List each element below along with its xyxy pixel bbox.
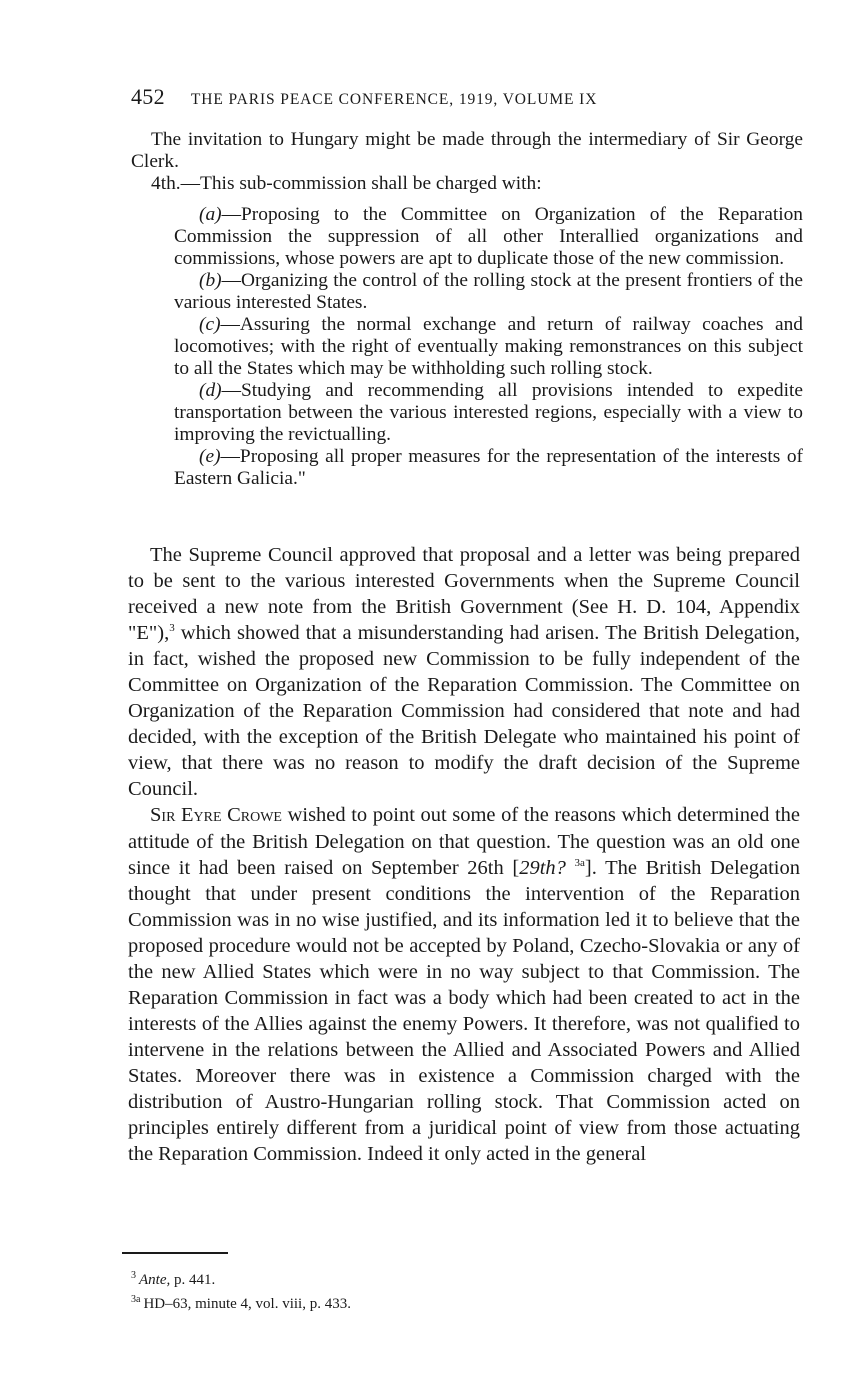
- footnote-mark: 3: [131, 1270, 136, 1281]
- clause-text: —Organizing the control of the rolling stock at the present frontiers of the various interested States.: [174, 270, 803, 313]
- quote-fourth-clause: 4th.—This sub-commission shall be charged with:: [151, 173, 542, 194]
- editorial-insertion: 29th?: [519, 856, 566, 879]
- clause-item-b: [174, 270, 803, 314]
- speaker-name: Sir Eyre Crowe: [150, 804, 282, 827]
- footnote-3: [131, 1266, 631, 1290]
- body-text: [128, 542, 800, 1167]
- clause-mark: (d): [199, 380, 222, 401]
- clause-text: —Assuring the normal exchange and return of railway coaches and locomotives; with the right of eventually making remonstrances on this subject to all the States which may be withholding such rolling stock.: [174, 314, 803, 379]
- paragraph-eyre-crowe: [128, 802, 800, 1167]
- footnote-ref: 3: [169, 622, 175, 635]
- clause-mark: (b): [199, 270, 222, 291]
- footnotes: [131, 1266, 631, 1314]
- quote-intro: The invitation to Hungary might be made through the intermediary of Sir George Clerk.: [131, 129, 803, 172]
- footnote-ref: 3a: [574, 856, 585, 869]
- running-title: THE PARIS PEACE CONFERENCE, 1919, VOLUME IX: [190, 91, 598, 108]
- footnote-italic: Ante,: [139, 1272, 171, 1288]
- quoted-resolution: [131, 129, 803, 490]
- clause-item-a: [174, 204, 803, 270]
- paragraph-text: which showed that a misunderstanding had arisen. The British Delegation, in fact, wished the proposed new Commission to be fully independent of the Committee on Organization of the Reparation Commission. The Committee on Organization of the Reparation Commission had considered that note and had decided, with the exception of the British Delegate who maintained his point of view, that there was no reason to modify the draft decision of the Supreme Council.: [128, 622, 800, 801]
- paragraph-text: The Supreme Council approved that proposal and a letter was being prepared to be sent to the various interested Governments when the Supreme Council received a new note from the British Government (See H. D. 104, Appendix "E"),: [128, 544, 800, 645]
- paragraph-text: ]. The British Delegation thought that under present conditions the intervention of the Reparation Commission was in no wise justified, and its information led it to believe that the proposed procedure would not be accepted by Poland, Czecho-Slovakia or any of the new Allied States which were in no way subject to that Commission. The Reparation Commission in fact was a body which had been created to act in the interests of the Allies against the enemy Powers. It therefore, was not qualified to intervene in the relations between the Allied and Associated Powers and Allied States. Moreover there was in existence a Commission charged with the distribution of Austro-Hungarian rolling stock. That Commission acted on principles entirely different from a juridical point of view from those actuating the Reparation Commission. Indeed it only acted in the general: [128, 856, 800, 1166]
- clause-mark: (a): [199, 204, 222, 225]
- clause-item-c: [174, 314, 803, 380]
- clause-text: —Proposing all proper measures for the representation of the interests of Eastern Galicia.": [174, 446, 803, 489]
- clause-mark: (c): [199, 314, 221, 335]
- clause-text: —Studying and recommending all provisions intended to expedite transportation between the various interested regions, especially with a view to improving the revictualling.: [174, 380, 803, 445]
- clause-item-e: [174, 446, 803, 490]
- clause-mark: (e): [199, 446, 221, 467]
- footnote-mark: 3a: [131, 1294, 141, 1305]
- clause-item-list: [174, 204, 803, 490]
- clause-text: —Proposing to the Committee on Organization of the Reparation Commission the suppression of all other Interallied organizations and commissions, whose powers are apt to duplicate those of the new commission.: [174, 204, 803, 269]
- footnote-text: HD–63, minute 4, vol. viii, p. 433.: [143, 1296, 351, 1312]
- paragraph-text: wished to point out some of the reasons which determined the attitude of the British Delegation on that question. The question was an old one since it had been raised on September 26th [: [128, 804, 800, 879]
- running-header: [131, 84, 731, 110]
- footnote-text: p. 441.: [170, 1272, 216, 1288]
- paragraph-supreme-council: [128, 542, 800, 802]
- footnote-3a: [131, 1290, 631, 1314]
- footnote-divider: [122, 1252, 228, 1254]
- page-number: 452: [131, 84, 165, 109]
- clause-item-d: [174, 380, 803, 446]
